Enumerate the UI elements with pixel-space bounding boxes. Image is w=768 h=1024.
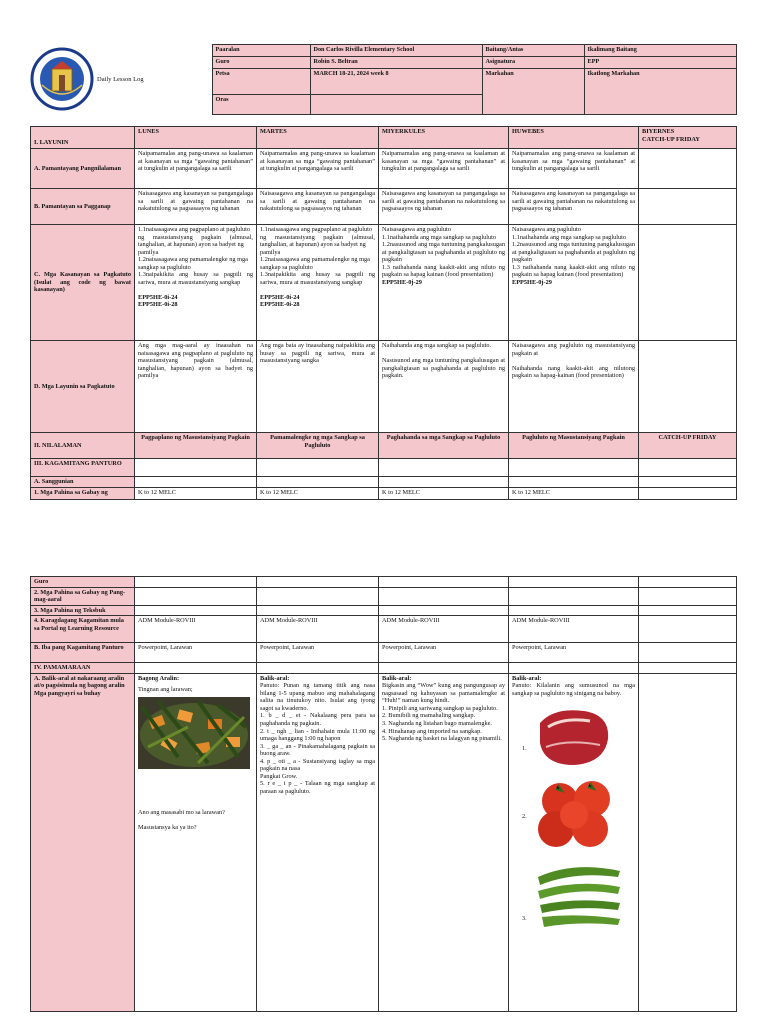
lesson-table [30,126,737,500]
pagganap-lunes: Naisasagawa ang kasanayan sa pangangalaga sa sarili at gawaing pantahanan na nakatutulong sa pagsasaayos ng tahanan [135,189,257,225]
label-markahan: Markahan [482,69,584,115]
value-markahan: Ikatlong Markahan [584,69,736,115]
nilalaman-miyerkules: Paghahanda sa mga Sangkap sa Pagluluto [379,433,509,459]
lesson-table-page2 [30,576,737,1012]
kasanayan-label: C. Mga Kasanayan sa Pagkatuto (Isulat ang code ng bawat kasanayan) [31,225,135,341]
pamamaraan-miyerkules: Balik-aral: Bigkasin ang “Wow” kung ang pangungusap ay nagsasaad ng kahuyasan sa pamamalengke at “Huh!” naman kung hindi. 1. Pinipili ang sariwang sangkap sa pagluluto. 2. Bumibili ng mamahaling sangkap. 3. Naghanda ng listahan bago mamalengke. 4. Hinahanap ang imported na sangkap. 5. Naghanda ng basket na lalagyan ng pinamili. [379,673,509,1011]
adm-miyerkules: ADM Module-ROVIII [379,616,509,643]
day-biyernes: BIYERNES CATCH-UP FRIDAY [639,127,737,149]
pagganap-biyernes [639,189,737,225]
kagamitan-label: III. KAGAMITANG PANTURO [31,459,135,477]
deped-seal-icon [30,45,94,113]
pamamaraan-lunes: Bagong Aralin: Tingnan ang larawan; Ano ang masasabi mo sa larawan? Masustansya ka ya ito? [135,673,257,1011]
karagdagang-label: 4. Karagdagang Kagamitan mula sa Portal ng Learning Resource [31,616,135,643]
pamantayan-label: A. Pamantayang Pangnilalaman [31,149,135,189]
pamantayan-miyerkules: Naipamamalas ang pang-unawa sa kaalaman at kasanayan sa mga “gawaing pantahanan” at tungkulin at pangangalaga sa sarili [379,149,509,189]
pamamaraan-biyernes [639,673,737,1011]
guro-cont-label: Guro [31,577,135,588]
pagganap-huwebes: Naisasagawa ang kasanayan sa pangangalaga sa sarili at gawaing pantahanan na nakatutulong sa pagsasaayos ng tahanan [509,189,639,225]
nilalaman-martes: Pamamalengke ng mga Sangkap sa Pagluluto [257,433,379,459]
okra-photo [534,857,624,935]
melc-miyerkules: K to 12 MELC [379,487,509,499]
label-asignatura: Asignatura [482,57,584,69]
balik-aral-label: A. Balik-aral at nakaraang aralin at/o pagsisimula ng bagong aralin Mga pangyayri sa buhay [31,673,135,1011]
nilalaman-biyernes: CATCH-UP FRIDAY [639,433,737,459]
kasanayan-lunes: 1.1naisasagawa ang pagpaplano at pagluluto ng masustansiyang pagkain (almusal, tanghalian, at hapunan) ayon sa badyet ng pamilya 1.2naisasagawa ang pamamalengke ng mga sangkap sa pagluluto 1.3naipakikita ang husay sa pagpili ng sariwa, mura at masustansiyang sangkap EPP5HE-0i-24 EPP5HE-0i-28 [135,225,257,341]
melc-martes: K to 12 MELC [257,487,379,499]
pamantayan-martes: Naipamamalas ang pang-unawa sa kaalaman at kasanayan sa mga “gawaing pantahanan” at tungkulin at pangangalaga sa sarili [257,149,379,189]
pagganap-miyerkules: Naisasagawa ang kasanayan sa pangangalaga sa sarili at gawaing pantahanan na nakatutulong sa pagsasaayos ng tahanan [379,189,509,225]
layunin-huwebes: Naisasagawa ang pagluluto ng masustansiyang pagkain at Naihahanda nang kaakit-akit ang nilutong pagkain sa hapag-kainan (food presentation) [509,341,639,433]
value-guro: Robin S. Beltran [310,57,482,69]
day-lunes: LUNES [135,127,257,149]
dll-title: Daily Lesson Log [97,75,144,83]
value-baitang: Ikalimang Baitang [584,45,736,57]
pagganap-martes: Naisasagawa ang kasanayan sa pangangalaga sa sarili at gawaing pantahanan na nakatutulong sa pagsasaayos ng tahanan [257,189,379,225]
kasanayan-martes: 1.1naisasagawa ang pagpaplano at pagluluto ng masustansiyang pagkain (almusal, tanghalian, at hapunan) ayon sa badyet ng pamilya 1.2naisasagawa ang pamamalengke ng mga sangkap sa pagluluto 1.3naipakikita ang husay sa pagpili ng sariwa, mura at masustansiyang sangkap EPP5HE-0i-24 EPP5HE-0i-28 [257,225,379,341]
deped-logo [30,45,94,115]
adm-huwebes: ADM Module-ROVIII [509,616,639,643]
value-asignatura: EPP [584,57,736,69]
layunin-heading: I. LAYUNIN [31,127,135,149]
layunin-martes: Ang mga bata ay inaasahang naipakikita ang husay sa pagpili ng sariwa, mura at masustansiyang sangka [257,341,379,433]
pamamaraan-huwebes: Balik-aral: Panuto: Kilalanin ang sumusunod na mga sangkap sa pagluluto ng sinigang na baboy. 1. 2. 3. [509,673,639,1011]
nilalaman-label: II. NILALAMAN [31,433,135,459]
layunin-lunes: Ang mga mag-aaral ay inaasahan na naisasagawa ang pagpaplano at pagluluto ng masustansiyang pagkain (almusal, tanghalian, hapunan) ayon sa badyet ng pamilya [135,341,257,433]
pangmagaaral-label: 2. Mga Pahina sa Gabay ng Pang-mag-aaral [31,587,135,605]
item-number-1: 1. [522,745,527,753]
tomatoes-photo [534,777,618,851]
pamamaraan-martes: Balik-aral: Panuto: Punan ng tamang titik ang nasa bilang 1-5 upang mabuo ang mahahalagang salita na tinutukoy nito. Isulat ang iyong sagot sa kwaderno. 1. b _ d _ et - Nakalaang pera para sa paghahanda ng pagkain. 2. t _ ngh _ lian - Inihahain mula 11:00 ng umaga hanggang 1:00 ng hapon 3. _ ga _ an - Pinakamahalagang pagkain sa buong araw. 4. p _ oti _ a - Sustansiyang taglay sa mga pagkain na nasa Pangkat Grow. 5. r e _ i p _ - Talaan ng mga sangkap at paraan sa pagluluto. [257,673,379,1011]
day-huwebes: HUWEBES [509,127,639,149]
kasanayan-miyerkules: Naisasagawa ang pagluluto 1.1naihahanda ang mga sangkap sa pagluluto 1.2nasusunod ang mga tuntuning pangkalusugan at pangkaligtasan sa paghahanda at pagluluto ng pagkain 1.3 naihahanda nang kaakit-akit ang niluto ng pagkain sa hapag kainan (food presentation) EPP5HE-0j-29 [379,225,509,341]
teksbuk-label: 3. Mga Pahina ng Teksbuk [31,605,135,616]
nilalaman-lunes: Pagpaplano ng Masustansiyang Pagkain [135,433,257,459]
day-martes: MARTES [257,127,379,149]
pagganap-label: B. Pamantayan sa Pagganap [31,189,135,225]
layunin-biyernes [639,341,737,433]
layunin-miyerkules: Naihahanda ang mga sangkap sa pagluluto. Nasusunod ang mga tuntuning pangkalusugan at pangkaligtasan sa paghahanda at pagluluto ng pagkain. [379,341,509,433]
vegetable-dish-photo [138,697,250,769]
kasanayan-biyernes [639,225,737,341]
sanggunian-label: A. Sanggunian [31,477,135,488]
label-guro: Guro [212,57,310,69]
layunin-label: D. Mga Layunin sa Pagkatuto [31,341,135,433]
header-table [30,44,737,115]
value-oras [310,95,482,115]
ppt-martes: Powerpoint, Larawan [257,643,379,663]
item-number-3: 3. [522,915,527,923]
label-baitang: Baitang/Antas [482,45,584,57]
kasanayan-huwebes: Naisasagawa ang pagluluto 1.1naihahanda ang mga sangkap sa pagluluto 1.2nasusunod ang mga tuntuning pangkalusugan at pangkaligtasan sa paghahanda at pagluluto ng pagkain 1.3 naihahanda nang kaakit-akit ang niluto ng pagkain sa hapag kainan (food presentation) EPP5HE-0j-29 [509,225,639,341]
pamantayan-biyernes [639,149,737,189]
pahina-gabay-label: 1. Mga Pahina sa Gabay ng [31,487,135,499]
label-petsa: Petsa [212,69,310,95]
item-number-2: 2. [522,813,527,821]
melc-lunes: K to 12 MELC [135,487,257,499]
label-paaralan: Paaralan [212,45,310,57]
pamamaraan-label: IV. PAMAMARAAN [31,663,135,674]
adm-martes: ADM Module-ROVIII [257,616,379,643]
ppt-huwebes: Powerpoint, Larawan [509,643,639,663]
pork-meat-photo [534,703,614,771]
ppt-lunes: Powerpoint, Larawan [135,643,257,663]
value-petsa: MARCH 18-21, 2024 week 8 [310,69,482,95]
value-paaralan: Don Carlos Rivilla Elementary School [310,45,482,57]
nilalaman-huwebes: Pagluluto ng Masustansiyang Pagkain [509,433,639,459]
pamantayan-lunes: Naipamamalas ang pang-unawa sa kaalaman at kasanayan sa mga “gawaing pantahanan” at tungkulin at pangangalaga sa sarili [135,149,257,189]
melc-huwebes: K to 12 MELC [509,487,639,499]
pamantayan-huwebes: Naipamamalas ang pang-unawa sa kaalaman at kasanayan sa mga “gawaing pantahanan” at tungkulin at pangangalaga sa sarili [509,149,639,189]
adm-lunes: ADM Module-ROVIII [135,616,257,643]
day-miyerkules: MIYERKULES [379,127,509,149]
iba-label: B. Iba pang Kagamitang Panturo [31,643,135,663]
label-oras: Oras [212,95,310,115]
ppt-miyerkules: Powerpoint, Larawan [379,643,509,663]
